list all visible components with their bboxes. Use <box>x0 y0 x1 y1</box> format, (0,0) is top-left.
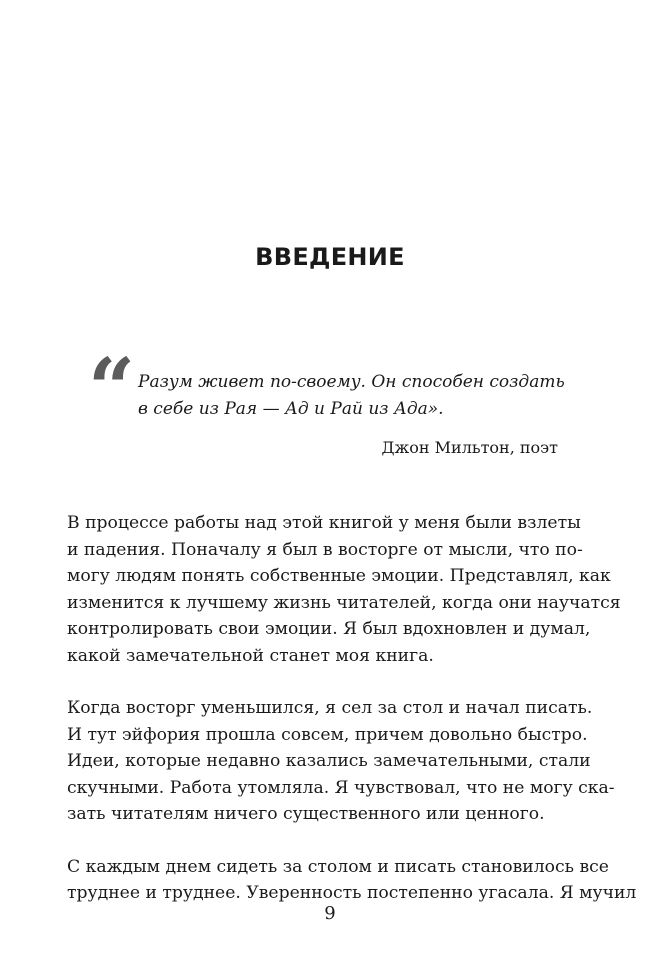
epigraph-quote: Разум живет по-своему. Он способен создать в себе из Рая — Ад и Рай из Ада». <box>138 372 565 419</box>
epigraph-attribution: Джон Мильтон, поэт <box>381 438 558 457</box>
text-line: труднее и труднее. Уверенность постепенно угасала. Я мучил <box>67 883 637 903</box>
text-line: И тут эйфория прошла совсем, причем довольно быстро. <box>67 724 588 745</box>
text-line: и падения. Поначалу я был в восторге от мысли, что по- <box>67 539 583 560</box>
text-line: зать читателям ничего существенного или ценного. <box>67 804 545 824</box>
text-line: какой замечательной станет моя книга. <box>67 645 434 666</box>
text-line: В процессе работы над этой книгой у меня были взлеты <box>67 513 581 533</box>
quote-mark-icon: “ <box>88 341 136 437</box>
paragraph <box>67 854 637 907</box>
text-line: Идеи, которые недавно казались замечательными, стали <box>67 751 591 771</box>
paragraph <box>67 510 621 669</box>
page-number: 9 <box>324 903 336 924</box>
chapter-title: ВВЕДЕНИЕ <box>255 243 405 271</box>
text-line: могу людям понять собственные эмоции. Представлял, как <box>67 566 611 586</box>
text-line: Когда восторг уменьшился, я сел за стол и начал писать. <box>67 698 593 718</box>
text-line: контролировать свои эмоции. Я был вдохновлен и думал, <box>67 619 591 639</box>
text-line: скучными. Работа утомляла. Я чувствовал, что не могу ска- <box>67 777 615 798</box>
text-line: С каждым днем сидеть за столом и писать становилось все <box>67 856 609 877</box>
text-line: изменится к лучшему жизнь читателей, когда они научатся <box>67 592 621 613</box>
body-text <box>67 510 637 933</box>
paragraph <box>67 695 615 828</box>
